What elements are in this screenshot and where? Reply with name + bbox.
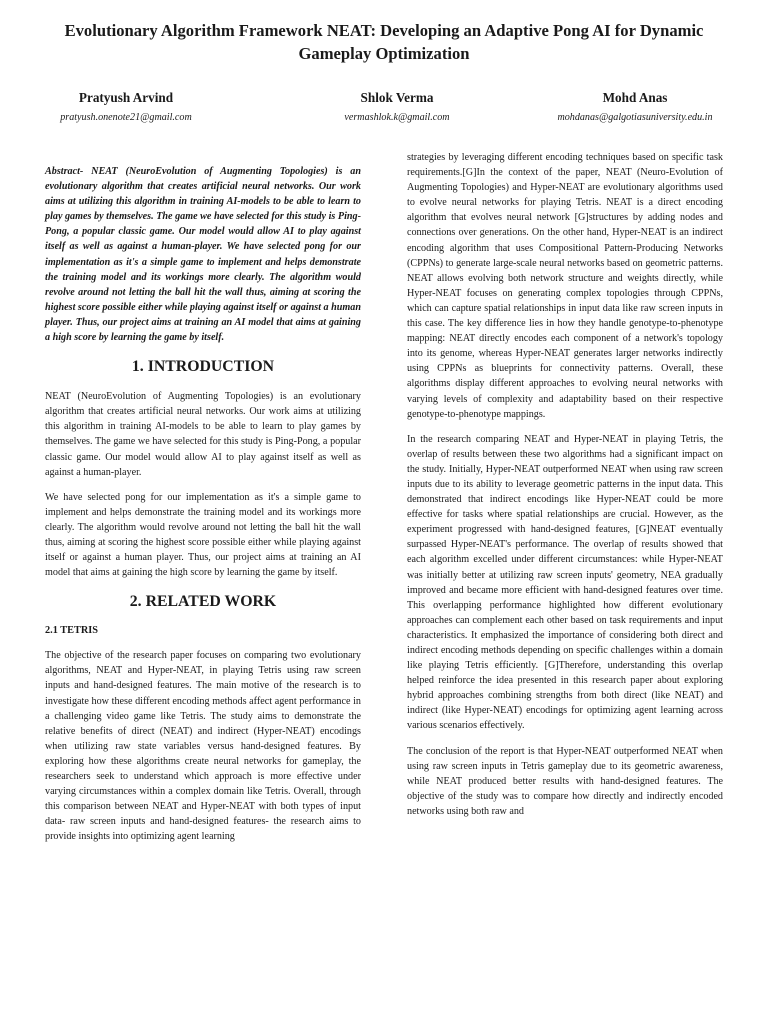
abstract: Abstract- NEAT (NeuroEvolution of Augmenting Topologies) is an evolutionary algorithm that creates artificial neural networks. Our work aims at utilizing this algorithm in training AI-models to be able to learn to play games by themselves. The game we have selected for this study is Ping-Pong, a popular classic game. Our model would allow AI to play against itself as well as against a human-player. We have selected pong for our implementation as it's a simple game to implement and helps demonstrate the training model and its workings more clearly. The algorithm would revolve around not letting the ball hit the wall thus, aiming at scoring the highest score possible either while playing against itself or against a human player. Thus, our project aims at training an AI model that aims at gaining a high score by learning the game by itself. — [45, 166, 361, 344]
author-name: Mohd Anas — [602, 90, 668, 105]
section-heading-related-work: 2. RELATED WORK — [129, 593, 277, 611]
author-block — [11, 90, 241, 125]
body-paragraph: The conclusion of the report is that Hyper-NEAT outperformed NEAT when using raw screen inputs in Tetris gameplay due to its geometric awareness, while NEAT produced better results with hand-designed features. The objective of the study was to compare how directly and indirectly encoded networks using both raw and — [407, 745, 723, 817]
author-block — [282, 90, 512, 125]
body-paragraph: strategies by leveraging different encoding techniques based on specific task requirements.[G]In the context of the paper, NEAT (Neuro-Evolution of Augmenting Topologies) and Hyper-NEAT are evolutionary algorithms used to evolve neural networks for playing Tetris. NEAT is a direct encoding algorithm that evolves neural network [G]structures by adding nodes and connections over generations. On the other hand, Hyper-NEAT is an indirect encoding algorithm that uses Compositional Pattern-Producing Networks (CPPNs) to generate large-scale neural networks based on geometric patterns. NEAT allows evolving both network structure and weights directly, while Hyper-NEAT focuses on generating complex topologies through CPPNs, which can capture spatial relationships in input data like raw screen inputs in this case. The key difference lies in how they handle genotype-to-phenotype mapping: NEAT directly encodes each component of a network's topology into its genome, whereas Hyper-NEAT generates larger networks indirectly using CPPNs as blueprints for connectivity patterns. Overall, these algorithms display different approaches to evolving neural networks with varying levels of complexity and adaptability based on their respective genotype-to-phenotype mappings. — [407, 152, 723, 420]
intro-paragraph: NEAT (NeuroEvolution of Augmenting Topologies) is an evolutionary algorithm that creates artificial neural networks. Our work aims at utilizing this algorithm in training AI-models to be able to learn to play games by themselves. The game we have selected for this study is Ping-Pong, a popular classic game. Our model would allow AI to play against itself as well as against a human-player. — [45, 391, 361, 478]
author-block — [520, 90, 750, 125]
author-email: mohdanas@galgotiasuniversity.edu.in — [557, 112, 713, 123]
intro-paragraph: We have selected pong for our implementation as it's a simple game to implement and helps demonstrate the training model and its workings more clearly. The algorithm would revolve around not letting the ball hit the wall thus, aiming at scoring the highest score possible either while playing against itself or against a human player. Thus, our project aims at training an AI model that aims at gaining the high score by learning the game by itself. — [45, 491, 361, 579]
tetris-paragraph: The objective of the research paper focuses on comparing two evolutionary algorithms, NEAT and Hyper-NEAT, in playing Tetris using raw screen inputs and hand-designed features. The main motive of the research is to investigate how these different encoding methods affect agent performance in a challenging video game like Tetris. The study aims to demonstrate the relative benefits of direct (NEAT) and indirect (Hyper-NEAT) encodings when utilizing raw state variables versus hand-designed features. By exploring how these algorithms create neural networks for gameplay, the researchers seek to understand which approach is more effective under varying circumstances within a complex domain like Tetris. Overall, through this comparison between NEAT and Hyper-NEAT with both types of input data- raw screen inputs and hand-designed features- the research aims to provide insights into optimizing agent learning — [45, 650, 361, 843]
right-column — [407, 150, 723, 829]
paper-title: Evolutionary Algorithm Framework NEAT: Developing an Adaptive Pong AI for Dynamic Gameplay Optimization — [64, 21, 704, 63]
subsection-heading-tetris: 2.1 TETRIS — [45, 625, 99, 637]
left-column — [45, 150, 361, 854]
author-email: pratyush.onenote21@gmail.com — [60, 112, 192, 123]
section-heading-introduction: 1. INTRODUCTION — [131, 358, 275, 376]
body-paragraph: In the research comparing NEAT and Hyper-NEAT in playing Tetris, the overlap of results between these two algorithms had a significant impact on the study. Initially, Hyper-NEAT outperformed NEAT when using raw screen inputs due to its ability to leverage geometric patterns in the input data. This demonstrated that indirect encodings like Hyper-NEAT could be more effective for tasks where spatial relationships are crucial. However, as the experiment progressed with hand-designed features, [G]NEAT eventually surpassed Hyper-NEAT's performance. The overlap of results showed that each algorithm excelled under different circumstances: while Hyper-NEAT was initially better at utilizing raw screen inputs' geometry, NEA gradually improved and became more efficient with hand-designed features over time. This overlapping performance highlighted how different evolutionary approaches can complement each other based on task requirements and input characteristics. It emphasized the importance of considering both direct and indirect encoding methods depending on specific challenges within a domain like playing Tetris efficiently. [G]Therefore, understanding this overlap helped reinforce the idea presented in this research paper about exploring hybrid approaches combining strengths from both direct (like NEAT) and indirect (like Hyper-NEAT) encodings for optimizing agent learning across various scenarios effectively. — [407, 433, 723, 732]
author-name: Shlok Verma — [360, 90, 434, 105]
author-email: vermashlok.k@gmail.com — [344, 112, 450, 123]
author-name: Pratyush Arvind — [78, 90, 174, 105]
